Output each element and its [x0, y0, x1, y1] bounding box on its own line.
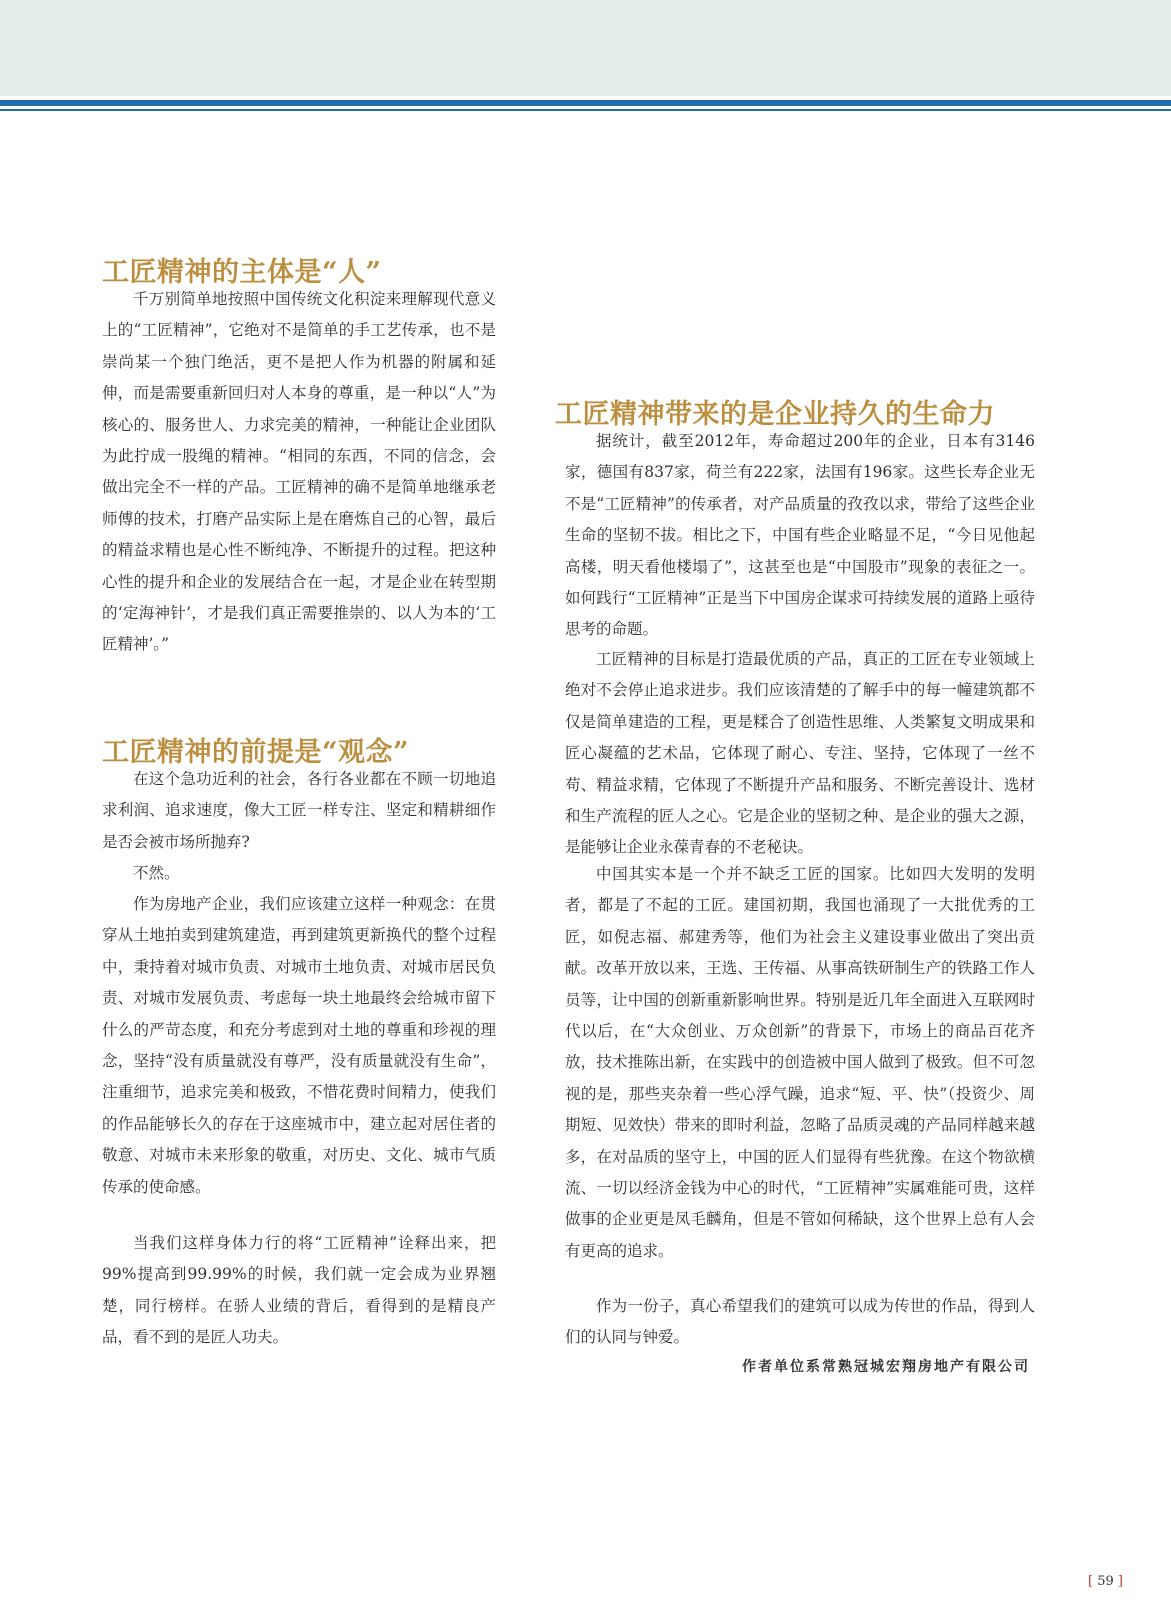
author-affiliation: 作者单位系常熟冠城宏翔房地产有限公司	[742, 1359, 1030, 1375]
page-bracket-open: [	[1088, 1574, 1094, 1589]
body-paragraph: 不然。	[133, 864, 180, 882]
page-bracket-close: ]	[1117, 1574, 1123, 1589]
header-rule-thin	[0, 109, 1171, 111]
body-paragraph: 工匠精神的目标是打造最优质的产品，真正的工匠在专业领域上绝对不会停止追求进步。我们应该清楚的了解手中的每一幢建筑都不仅是简单建造的工程，更是糅合了创造性思维、人类繁复文明成果和匠心凝蕴的艺术品，它体现了耐心、专注、坚持，它体现了一丝不苟、精益求精，它体现了不断提升产品和服务、不断完善设计、选材和生产流程的匠人之心。它是企业的坚韧之种、是企业的强大之源，是能够让企业永葆青春的不老秘诀。	[565, 650, 1035, 857]
body-paragraph: 作为房地产企业，我们应该建立这样一种观念：在贯穿从土地拍卖到建筑建造，再到建筑更新换代的整个过程中，秉持着对城市负责、对城市土地负责、对城市居民负责、对城市发展负责、考虑每一块土地最终会给城市留下什么的严苛态度，和充分考虑到对土地的尊重和珍视的理念，坚持“没有质量就没有尊严，没有质量就没有生命”，注重细节，追求完美和极致，不惜花费时间精力，使我们的作品能够长久的存在于这座城市中，建立起对居住者的敬意、对城市未来形象的敬重，对历史、文化、城市气质传承的使命感。	[102, 895, 496, 1196]
body-paragraph: 据统计，截至2012年，寿命超过200年的企业，日本有3146家，德国有837家，荷兰有222家，法国有196家。这些长寿企业无不是“工匠精神”的传承者，对产品质量的孜孜以求，带给了这些企业生命的坚韧不拔。相比之下，中国有些企业略显不足，“今日见他起高楼，明天看他楼塌了”，这甚至也是“中国股市”现象的表征之一。如何践行“工匠精神”正是当下中国房企谋求可持续发展的道路上亟待思考的命题。	[565, 432, 1035, 639]
body-paragraph: 千万别简单地按照中国传统文化积淀来理解现代意义上的“工匠精神”，它绝对不是简单的手工艺传承，也不是崇尚某一个独门绝活，更不是把人作为机器的附属和延伸，而是需要重新回归对人本身的尊重，是一种以“人”为核心的、服务世人、力求完美的精神，一种能让企业团队为此拧成一股绳的精神。“相同的东西，不同的信念，会做出完全不一样的产品。工匠精神的确不是简单地继承老师傅的技术，打磨产品实际上是在磨炼自己的心智，最后的精益求精也是心性不断纯净、不断提升的过程。把这种心性的提升和企业的发展结合在一起，才是企业在转型期的‘定海神针’，才是我们真正需要推崇的、以人为本的‘工匠精神’。”	[102, 290, 496, 654]
body-paragraph: 当我们这样身体力行的将“工匠精神”诠释出来，把99%提高到99.99%的时候，我们就一定会成为业界翘楚，同行榜样。在骄人业绩的背后，看得到的是精良产品，看不到的是匠人功夫。	[102, 1234, 496, 1347]
header-rule-thick	[0, 100, 1171, 106]
section-heading-subject: 工匠精神的主体是“人”	[102, 257, 382, 288]
page-number-value: 59	[1097, 1574, 1114, 1589]
section-heading-concept: 工匠精神的前提是“观念”	[102, 737, 410, 768]
page-number	[1088, 1574, 1123, 1589]
section-heading-vitality: 工匠精神带来的是企业持久的生命力	[555, 399, 995, 430]
body-paragraph: 中国其实本是一个并不缺乏工匠的国家。比如四大发明的发明者，都是了不起的工匠。建国初期，我国也涌现了一大批优秀的工匠，如倪志福、郝建秀等，他们为社会主义建设事业做出了突出贡献。改革开放以来，王选、王传福、从事高铁研制生产的铁路工作人员等，让中国的创新重新影响世界。特别是近几年全面进入互联网时代以后，在“大众创业、万众创新”的背景下，市场上的商品百花齐放，技术推陈出新，在实践中的创造被中国人做到了极致。但不可忽视的是，那些夹杂着一些心浮气躁，追求“短、平、快”（投资少、周期短、见效快）带来的即时利益，忽略了品质灵魂的产品同样越来越多，在对品质的坚守上，中国的匠人们显得有些犹豫。在这个物欲横流、一切以经济金钱为中心的时代，“工匠精神”实属难能可贵，这样做事的企业更是凤毛麟角，但是不管如何稀缺，这个世界上总有人会有更高的追求。	[565, 865, 1035, 1260]
body-paragraph: 在这个急功近利的社会，各行各业都在不顾一切地追求利润、追求速度，像大工匠一样专注、坚定和精耕细作是否会被市场所抛弃?	[102, 770, 496, 851]
header-band	[0, 0, 1171, 96]
body-paragraph: 作为一份子，真心希望我们的建筑可以成为传世的作品，得到人们的认同与钟爱。	[565, 1297, 1035, 1347]
